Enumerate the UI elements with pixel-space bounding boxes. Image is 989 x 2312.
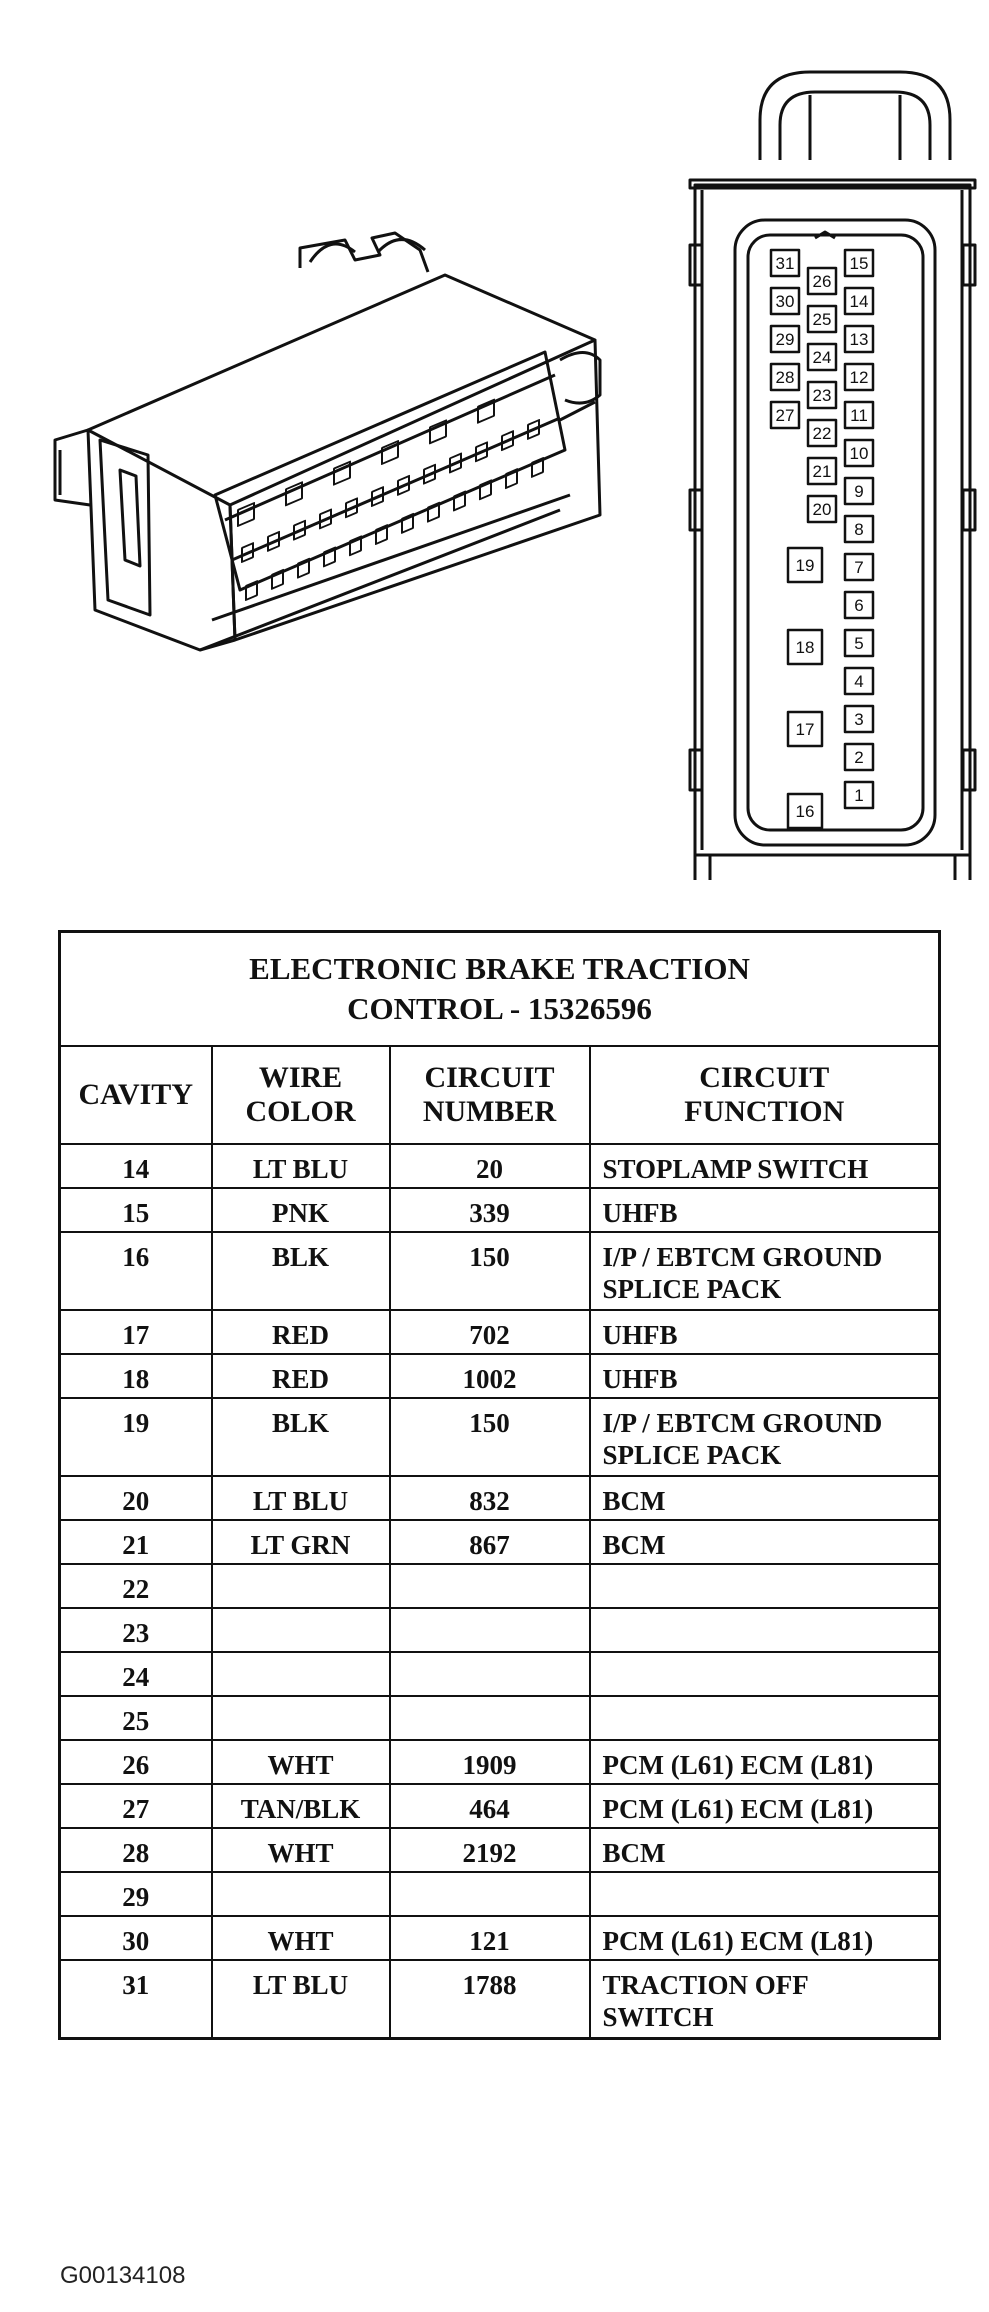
wire-color-cell: [212, 1960, 390, 2038]
circuit-function-cell: [590, 1476, 940, 1520]
pinout-rows: [60, 1144, 940, 2038]
circuit-function-cell-text-line-2: SPLICE PACK: [602, 1274, 782, 1304]
cavity-cell: [60, 1398, 212, 1476]
circuit-function-cell-text: PCM (L61) ECM (L81): [602, 1794, 874, 1824]
cavity-cell: [60, 1608, 212, 1652]
wire-color-cell-text: BLK: [271, 1242, 330, 1272]
figure-code: G00134108: [60, 2262, 186, 2289]
circuit-number-cell-text: 20: [476, 1154, 503, 1184]
wire-color-cell: [212, 1828, 390, 1872]
connector-pin-label: 9: [854, 482, 864, 501]
circuit-number-cell: [390, 1188, 590, 1232]
circuit-function-cell: [590, 1398, 940, 1476]
circuit-number-cell: [390, 1398, 590, 1476]
connector-illustration: [0, 0, 989, 880]
connector-pin-label: 2: [854, 748, 864, 767]
table-row: [60, 1310, 940, 1354]
connector-pin-label: 28: [775, 368, 795, 387]
wire-color-cell: [212, 1520, 390, 1564]
table-row: [60, 1520, 940, 1564]
connector-pin: [845, 364, 873, 390]
header-cavity-label: CAVITY: [78, 1078, 193, 1111]
wire-color-cell: [212, 1564, 390, 1608]
table-row: [60, 1564, 940, 1608]
cavity-cell: [60, 1354, 212, 1398]
circuit-number-cell-text: 150: [469, 1408, 510, 1438]
cavity-cell-text: 21: [122, 1530, 150, 1560]
wire-color-cell-text: WHT: [267, 1838, 334, 1868]
table-row: [60, 1872, 940, 1916]
wire-color-cell-text: RED: [271, 1320, 329, 1350]
connector-pin-label: 4: [854, 672, 864, 691]
circuit-function-cell: [590, 1310, 940, 1354]
circuit-function-cell: [590, 1784, 940, 1828]
circuit-function-cell-text: UHFB: [602, 1320, 678, 1350]
connector-pin: [771, 326, 799, 352]
wire-color-cell-text: LT GRN: [250, 1530, 351, 1560]
connector-pin: [845, 440, 873, 466]
wire-color-cell: [212, 1872, 390, 1916]
header-circuit-number-line-2: NUMBER: [422, 1095, 557, 1128]
circuit-function-cell: [590, 1696, 940, 1740]
connector-pin: [788, 794, 822, 828]
table-row: [60, 1784, 940, 1828]
circuit-function-cell: [590, 1828, 940, 1872]
header-wire-color-line-1: WIRE: [258, 1061, 343, 1094]
connector-pin: [845, 630, 873, 656]
cavity-cell: [60, 1872, 212, 1916]
circuit-number-cell: [390, 1784, 590, 1828]
connector-pin-label: 6: [854, 596, 864, 615]
cavity-cell: [60, 1916, 212, 1960]
cavity-cell: [60, 1188, 212, 1232]
connector-pin: [808, 458, 836, 484]
circuit-function-cell: [590, 1232, 940, 1310]
cavity-cell-text: 30: [122, 1926, 150, 1956]
wire-color-cell-text: WHT: [267, 1750, 334, 1780]
wire-color-cell-text: BLK: [271, 1408, 330, 1438]
wire-color-cell-text: WHT: [267, 1926, 334, 1956]
circuit-function-cell-text-line-2: SPLICE PACK: [602, 1440, 782, 1470]
connector-pin-label: 5: [854, 634, 864, 653]
connector-pin: [788, 712, 822, 746]
pinout-table: [58, 930, 941, 2040]
connector-pin: [808, 496, 836, 522]
connector-pin-label: 26: [812, 272, 832, 291]
connector-pin-label: 25: [812, 310, 832, 329]
connector-pin-label: 3: [854, 710, 864, 729]
connector-pin: [788, 630, 822, 664]
wire-color-cell-text: LT BLU: [252, 1486, 349, 1516]
table-row: [60, 1740, 940, 1784]
connector-pin: [845, 706, 873, 732]
circuit-function-cell-text: I/P / EBTCM GROUND: [602, 1408, 883, 1438]
cavity-cell-text: 19: [122, 1408, 150, 1438]
wire-color-cell-text: LT BLU: [252, 1970, 349, 2000]
cavity-cell: [60, 1740, 212, 1784]
circuit-number-cell-text: 867: [469, 1530, 510, 1560]
table-row: [60, 1398, 940, 1476]
connector-pin: [808, 420, 836, 446]
connector-pin-label: 11: [850, 406, 868, 425]
connector-pin-label: 7: [854, 558, 864, 577]
table-row: [60, 1188, 940, 1232]
circuit-function-cell-text: PCM (L61) ECM (L81): [602, 1926, 874, 1956]
table-row: [60, 1652, 940, 1696]
table-row: [60, 1354, 940, 1398]
connector-pin: [845, 326, 873, 352]
circuit-function-cell: [590, 1608, 940, 1652]
circuit-number-cell: [390, 1564, 590, 1608]
connector-pin: [845, 782, 873, 808]
circuit-number-cell: [390, 1872, 590, 1916]
cavity-cell: [60, 1784, 212, 1828]
connector-pin: [845, 250, 873, 276]
connector-pin: [771, 288, 799, 314]
table-row: [60, 1476, 940, 1520]
circuit-function-cell-text: BCM: [602, 1530, 666, 1560]
circuit-function-cell: [590, 1740, 940, 1784]
table-title-line-2: CONTROL - 15326596: [347, 991, 652, 1026]
circuit-number-cell-text: 339: [469, 1198, 510, 1228]
connector-front-pins: [771, 250, 873, 828]
table-row: [60, 1828, 940, 1872]
circuit-number-cell-text: 464: [469, 1794, 510, 1824]
wire-color-cell: [212, 1354, 390, 1398]
connector-pin: [808, 268, 836, 294]
header-cavity: [60, 1046, 212, 1144]
circuit-number-cell: [390, 1960, 590, 2038]
circuit-number-cell: [390, 1520, 590, 1564]
circuit-number-cell: [390, 1354, 590, 1398]
connector-pin: [845, 744, 873, 770]
circuit-function-cell-text: BCM: [602, 1838, 666, 1868]
table-title: [60, 932, 940, 1047]
connector-pin-label: 24: [812, 348, 832, 367]
circuit-number-cell-text: 1788: [462, 1970, 517, 2000]
connector-pin: [845, 592, 873, 618]
circuit-number-cell: [390, 1828, 590, 1872]
cavity-cell: [60, 1960, 212, 2038]
circuit-number-cell-text: 150: [469, 1242, 510, 1272]
circuit-number-cell-text: 832: [469, 1486, 510, 1516]
connector-pin-label: 17: [795, 720, 815, 739]
cavity-cell: [60, 1828, 212, 1872]
cavity-cell-text: 31: [122, 1970, 150, 2000]
circuit-number-cell: [390, 1696, 590, 1740]
table-row: [60, 1916, 940, 1960]
connector-pin-label: 27: [775, 406, 795, 425]
wire-color-cell: [212, 1784, 390, 1828]
circuit-function-cell-text: I/P / EBTCM GROUND: [602, 1242, 883, 1272]
cavity-cell: [60, 1652, 212, 1696]
connector-pin-label: 31: [775, 254, 795, 273]
wire-color-cell-text: TAN/BLK: [240, 1794, 361, 1824]
connector-front-view: [690, 72, 975, 880]
table-row: [60, 1144, 940, 1188]
cavity-cell: [60, 1520, 212, 1564]
connector-pin-label: 30: [775, 292, 795, 311]
wire-color-cell-text: RED: [271, 1364, 329, 1394]
cavity-cell-text: 22: [122, 1574, 150, 1604]
circuit-number-cell: [390, 1916, 590, 1960]
connector-pin: [845, 288, 873, 314]
connector-perspective-view: [55, 233, 600, 650]
circuit-number-cell: [390, 1740, 590, 1784]
circuit-function-cell: [590, 1520, 940, 1564]
circuit-function-cell-text: BCM: [602, 1486, 666, 1516]
circuit-function-cell: [590, 1916, 940, 1960]
cavity-cell-text: 15: [122, 1198, 150, 1228]
connector-pin-label: 22: [812, 424, 832, 443]
cavity-cell-text: 27: [122, 1794, 150, 1824]
cavity-cell-text: 18: [122, 1364, 150, 1394]
circuit-number-cell: [390, 1652, 590, 1696]
cavity-cell-text: 28: [122, 1838, 150, 1868]
connector-pin-label: 15: [849, 254, 869, 273]
circuit-number-cell: [390, 1310, 590, 1354]
header-circuit-number: [390, 1046, 590, 1144]
circuit-function-cell: [590, 1652, 940, 1696]
circuit-number-cell: [390, 1476, 590, 1520]
header-circuit-function-line-2: FUNCTION: [684, 1095, 845, 1128]
cavity-cell-text: 20: [122, 1486, 150, 1516]
wire-color-cell: [212, 1398, 390, 1476]
circuit-function-cell-text: PCM (L61) ECM (L81): [602, 1750, 874, 1780]
circuit-function-cell-text-line-2: SWITCH: [602, 2002, 714, 2032]
cavity-cell-text: 29: [122, 1882, 150, 1912]
header-wire-color-line-2: COLOR: [245, 1095, 356, 1128]
cavity-cell: [60, 1476, 212, 1520]
cavity-cell: [60, 1564, 212, 1608]
connector-pin-label: 10: [849, 444, 869, 463]
table-title-line-1: ELECTRONIC BRAKE TRACTION: [249, 951, 750, 986]
circuit-number-cell: [390, 1144, 590, 1188]
circuit-function-cell-text: TRACTION OFF: [602, 1970, 809, 2000]
connector-pin: [808, 344, 836, 370]
connector-pin-label: 14: [849, 292, 869, 311]
connector-pin-label: 13: [849, 330, 869, 349]
circuit-function-cell-text: STOPLAMP SWITCH: [602, 1154, 869, 1184]
circuit-function-cell-text: UHFB: [602, 1364, 678, 1394]
wire-color-cell: [212, 1232, 390, 1310]
connector-pin: [771, 364, 799, 390]
cavity-cell: [60, 1310, 212, 1354]
header-circuit-number-line-1: CIRCUIT: [424, 1061, 555, 1094]
circuit-function-cell: [590, 1144, 940, 1188]
connector-pin: [808, 382, 836, 408]
wire-color-cell: [212, 1652, 390, 1696]
connector-pin: [771, 250, 799, 276]
cavity-cell-text: 25: [122, 1706, 150, 1736]
circuit-number-cell: [390, 1232, 590, 1310]
wire-color-cell-text: PNK: [272, 1198, 329, 1228]
wire-color-cell: [212, 1310, 390, 1354]
table-row: [60, 1696, 940, 1740]
circuit-function-cell: [590, 1872, 940, 1916]
circuit-function-cell: [590, 1188, 940, 1232]
connector-pin-label: 23: [812, 386, 832, 405]
cavity-cell-text: 14: [122, 1154, 150, 1184]
circuit-number-cell-text: 702: [469, 1320, 510, 1350]
connector-pin: [845, 402, 873, 428]
connector-pin: [845, 668, 873, 694]
circuit-number-cell-text: 1002: [462, 1364, 517, 1394]
connector-pin-label: 18: [795, 638, 815, 657]
circuit-number-cell: [390, 1608, 590, 1652]
connector-pin-label: 21: [812, 462, 832, 481]
wire-color-cell: [212, 1476, 390, 1520]
cavity-cell: [60, 1144, 212, 1188]
wire-color-cell: [212, 1188, 390, 1232]
cavity-cell-text: 23: [122, 1618, 150, 1648]
wire-color-cell: [212, 1916, 390, 1960]
wire-color-cell: [212, 1608, 390, 1652]
wire-color-cell: [212, 1696, 390, 1740]
circuit-function-cell: [590, 1960, 940, 2038]
header-circuit-function-line-1: CIRCUIT: [699, 1061, 830, 1094]
cavity-cell-text: 26: [122, 1750, 150, 1780]
circuit-function-cell: [590, 1564, 940, 1608]
connector-pin-label: 12: [849, 368, 869, 387]
connector-pin: [845, 478, 873, 504]
wire-color-cell: [212, 1740, 390, 1784]
circuit-number-cell-text: 121: [469, 1926, 510, 1956]
wire-color-cell-text: LT BLU: [252, 1154, 349, 1184]
cavity-cell-text: 24: [122, 1662, 150, 1692]
connector-pin: [788, 548, 822, 582]
connector-pin: [771, 402, 799, 428]
connector-pin: [808, 306, 836, 332]
table-row: [60, 1608, 940, 1652]
connector-pin-label: 20: [812, 500, 832, 519]
table-row: [60, 1232, 940, 1310]
cavity-cell-text: 17: [122, 1320, 150, 1350]
connector-pin-label: 29: [775, 330, 795, 349]
circuit-number-cell-text: 2192: [462, 1838, 517, 1868]
table-row: [60, 1960, 940, 2038]
circuit-function-cell-text: UHFB: [602, 1198, 678, 1228]
connector-pin: [845, 554, 873, 580]
header-circuit-function: [590, 1046, 940, 1144]
connector-perspective-pins: [238, 400, 543, 600]
wire-color-cell: [212, 1144, 390, 1188]
connector-pin-label: 19: [795, 556, 815, 575]
cavity-cell: [60, 1232, 212, 1310]
header-wire-color: [212, 1046, 390, 1144]
connector-pin-label: 1: [854, 786, 864, 805]
connector-pin-label: 8: [854, 520, 864, 539]
connector-pin: [845, 516, 873, 542]
circuit-function-cell: [590, 1354, 940, 1398]
cavity-cell-text: 16: [122, 1242, 150, 1272]
connector-pin-label: 16: [795, 802, 815, 821]
cavity-cell: [60, 1696, 212, 1740]
circuit-number-cell-text: 1909: [462, 1750, 517, 1780]
